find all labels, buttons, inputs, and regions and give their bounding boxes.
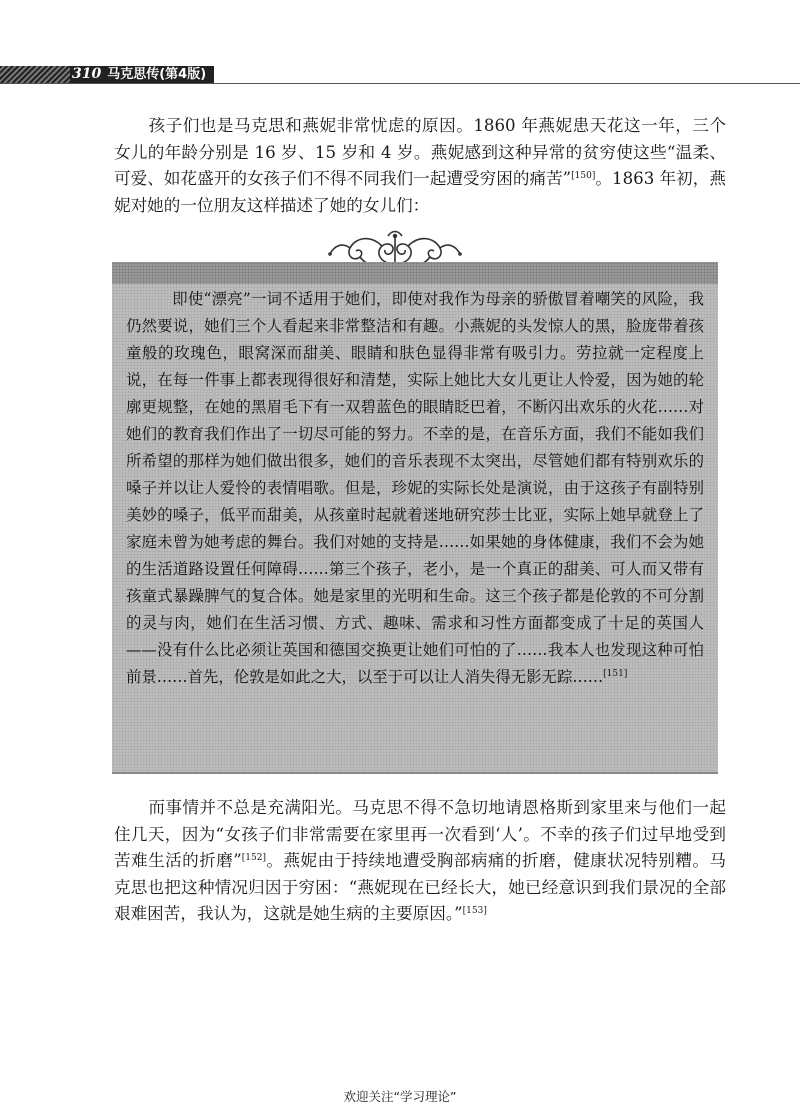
footnote-ref-152: [152] (241, 853, 266, 863)
running-header (0, 66, 214, 83)
paragraph-continuation (114, 795, 726, 928)
header-stripe-decoration (0, 66, 70, 83)
book-title: 马克思传(第4版) (105, 66, 214, 83)
paragraph-intro (114, 113, 726, 219)
paragraph-intro-tail: 。1863 年初，燕妮对她的一位朋友这样描述了她的女儿们： (114, 169, 726, 215)
quote-body: 即使“漂亮”一词不适用于她们，即使对我作为母亲的骄傲冒着嘲笑的风险，我仍然要说，她们三个人看起来非常整洁和有趣。小燕妮的头发惊人的黑，脸庞带着孩童般的玫瑰色，眼窝深而甜美、眼睛和肤色显得非常有吸引力。劳拉就一定程度上说，在每一件事上都表现得很好和清楚，实际上她比大女儿更让人怜爱，因为她的轮廓更规整，在她的黑眉毛下有一双碧蓝色的眼睛眨巴着，不断闪出欢乐的火花……对她们的教育我们作出了一切尽可能的努力。不幸的是，在音乐方面，我们不能如我们所希望的那样为她们做出很多，她们的音乐表现不太突出，尽管她们都有特别欢乐的嗓子并以让人爱怜的表情唱歌。但是，珍妮的实际长处是演说，由于这孩子有副特别美妙的嗓子，低平而甜美，从孩童时起就着迷地研究莎士比亚，实际上她早就登上了家庭未曾为她考虑的舞台。我们对她的支持是……如果她的身体健康，我们不会为她的生活道路设置任何障碍……第三个孩子，老小，是一个真正的甜美、可人而又带有孩童式暴躁脾气的复合体。她是家里的光明和生命。这三个孩子都是伦敦的不可分割的灵与肉，她们在生活习惯、方式、趣味、需求和习性方面都变成了十足的英国人——没有什么比必须让英国和德国交换更让她们可怕的了……我本人也发现这种可怕前景……首先，伦敦是如此之大，以至于可以让人消失得无影无踪…… (126, 290, 704, 686)
paragraph-intro-text: 孩子们也是马克思和燕妮非常忧虑的原因。1860 年燕妮患天花这一年，三个女儿的年龄分别是 16 岁、15 岁和 4 岁。燕妮感到这种异常的贫穷使这些“温柔、可爱、如花盛开的女孩子们不得不同我们一起遭受穷困的痛苦” (114, 116, 726, 188)
footnote-ref-150: [150] (571, 171, 596, 181)
block-quote (112, 262, 718, 774)
block-quote-header-band (112, 262, 718, 284)
page-number: 310 (70, 66, 105, 83)
footnote-ref-153: [153] (462, 906, 487, 916)
block-quote-text (126, 286, 704, 691)
paragraph-continuation-text-a: 而事情并不总是充满阳光。马克思不得不急切地请恩格斯到家里来与他们一起住几天，因为“女孩子们非常需要在家里再一次看到‘人’。不幸的孩子们过早地受到苦难生活的折磨” (114, 798, 726, 870)
paragraph-continuation-text-b: 。燕妮由于持续地遭受胸部病痛的折磨，健康状况特别糟。马克思也把这种情况归因于穷困：“燕妮现在已经长大，她已经意识到我们景况的全部艰难困苦，我认为，这就是她生病的主要原因。” (114, 851, 727, 923)
page-footer: 欢迎关注“学习理论” (343, 1089, 457, 1104)
footnote-ref-151: [151] (603, 669, 628, 679)
